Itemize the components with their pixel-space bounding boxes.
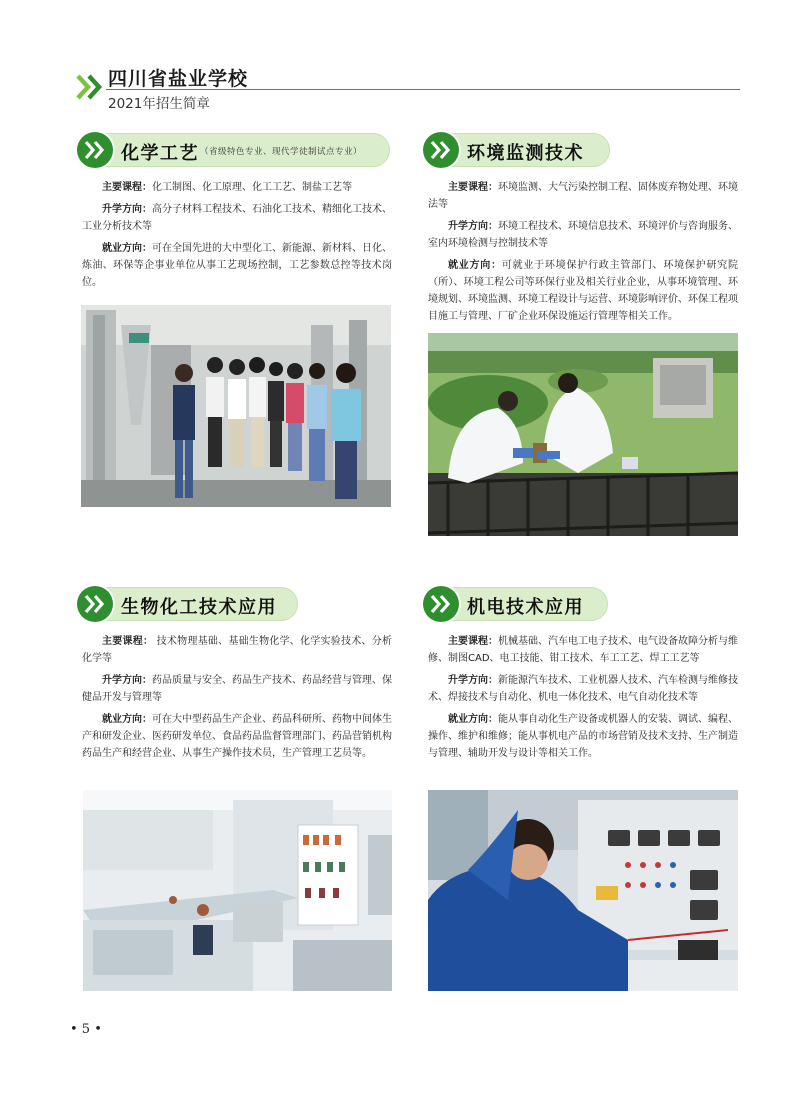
section-title: 机电技术应用 [467, 597, 584, 618]
section-body [428, 633, 738, 767]
section-body [82, 179, 392, 296]
photo-biochemistry-lab [83, 790, 392, 991]
paragraph-employment: 就业方向：可在全国先进的大中型化工、新能源、新材料、日化、炼油、环保等企事业单位从事工艺现场控制，工艺参数总控等技术岗位。 [82, 243, 392, 288]
section-heading [78, 587, 298, 621]
section-body [428, 179, 738, 330]
section-body [82, 633, 392, 767]
double-chevron-icon [77, 132, 113, 168]
paragraph-courses: 主要课程：环境监测、大气污染控制工程、固体废弃物处理、环境法等 [428, 182, 738, 210]
double-chevron-icon [76, 73, 106, 101]
school-name: 四川省盐业学校 [108, 68, 249, 90]
paragraph-further-study: 升学方向：环境工程技术、环境信息技术、环境评价与咨询服务、室内环境检测与控制技术等 [428, 221, 738, 249]
paragraph-courses: 主要课程： 技术物理基础、基础生物化学、化学实验技术、分析化学等 [82, 636, 392, 664]
section-heading [78, 133, 390, 167]
photo-chemical-plant-visit [81, 305, 391, 507]
section-heading [424, 133, 610, 167]
photo-electrical-training [428, 790, 738, 991]
brochure-subtitle: 2021年招生简章 [108, 96, 210, 112]
header-rule [106, 89, 740, 90]
double-chevron-icon [77, 586, 113, 622]
paragraph-further-study: 升学方向：高分子材料工程技术、石油化工技术、精细化工技术、工业分析技术等 [82, 204, 392, 232]
paragraph-employment: 就业方向：可在大中型药品生产企业、药品科研所、药物中间体生产和研发企业、医药研发单位、食品药品监督管理部门、药品营销机构药品生产和经营企业、从事生产操作技术员，生产管理工艺员等。 [82, 714, 392, 759]
double-chevron-icon [423, 132, 459, 168]
paragraph-further-study: 升学方向：药品质量与安全、药品生产技术、药品经营与管理、保健品开发与管理等 [82, 675, 392, 703]
section-title: 生物化工技术应用 [121, 597, 277, 618]
page-number: • 5 • [70, 1022, 102, 1037]
paragraph-employment: 就业方向：可就业于环境保护行政主管部门、环境保护研究院（所）、环境工程公司等环保行业及相关行业企业，从事环境管理、环境规划、环境监测、环境工程设计与运营、环境影响评价、环保工程项目施工与管理、厂矿企业环保设施运行管理等相关工作。 [428, 260, 739, 322]
section-title: 化学工艺 [121, 143, 199, 164]
section-note: （省级特色专业、现代学徒制试点专业） [200, 147, 363, 157]
photo-environmental-sampling [428, 333, 738, 536]
section-title: 环境监测技术 [467, 143, 584, 164]
paragraph-courses: 主要课程：机械基础、汽车电工电子技术、电气设备故障分析与维修、制图CAD、电工技能、钳工技术、车工工艺、焊工工艺等 [428, 636, 738, 664]
double-chevron-icon [423, 586, 459, 622]
section-heading [424, 587, 608, 621]
paragraph-courses: 主要课程：化工制图、化工原理、化工工艺、制盐工艺等 [102, 182, 352, 193]
paragraph-further-study: 升学方向：新能源汽车技术、工业机器人技术、汽车检测与维修技术、焊接技术与自动化、机电一体化技术、电气自动化技术等 [428, 675, 738, 703]
paragraph-employment: 就业方向：能从事自动化生产设备或机器人的安装、调试、编程、操作、维护和维修；能从事机电产品的市场营销及技术支持、生产制造与管理、辅助开发与设计等相关工作。 [428, 714, 738, 759]
